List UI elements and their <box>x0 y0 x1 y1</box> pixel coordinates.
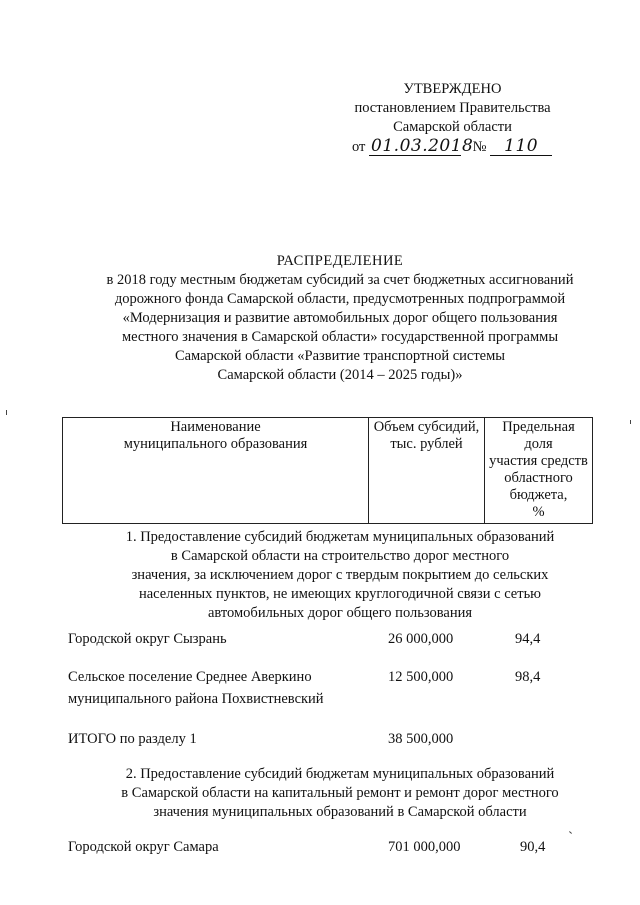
table-row-share: 98,4 <box>515 669 541 685</box>
table-row-name-line-1: Сельское поселение Среднее Аверкино <box>68 669 312 685</box>
approval-block <box>330 80 575 157</box>
table-row-share: 90,4 <box>520 839 546 855</box>
scan-speck <box>6 410 7 415</box>
column-header-name-line-2: муниципального образования <box>123 436 308 452</box>
section-1-title-line-4: населенных пунктов, не имеющих круглогодичной связи с сетью <box>138 586 542 602</box>
table-row-amount: 12 500,000 <box>388 669 454 685</box>
section-1-title-line-1: 1. Предоставление субсидий бюджетам муниципальных образований <box>125 529 555 545</box>
handwritten-date: 01.03.2018 <box>371 136 474 156</box>
approval-heading: УТВЕРЖДЕНО <box>403 81 502 97</box>
title-line-5: Самарской области «Развитие транспортной системы <box>174 348 506 364</box>
number-sign: № <box>472 139 487 155</box>
approval-line-1: постановлением Правительства <box>354 100 551 116</box>
section-1-total-label: ИТОГО по разделу 1 <box>68 731 197 747</box>
table-row-name: Городской округ Сызрань <box>68 631 227 647</box>
title-line-6: Самарской области (2014 – 2025 годы)» <box>217 367 463 383</box>
title-line-2: дорожного фонда Самарской области, предусмотренных подпрограммой <box>114 291 566 307</box>
approval-line-2: Самарской области <box>393 119 512 135</box>
table-row-name: Городской округ Самара <box>68 839 219 855</box>
section-2-title <box>60 765 620 822</box>
title-line-3: «Модернизация и развитие автомобильных дорог общего пользования <box>122 310 558 326</box>
column-header-share <box>485 418 593 524</box>
table-row-amount: 26 000,000 <box>388 631 454 647</box>
section-1-title <box>60 528 620 623</box>
document-title-block <box>60 252 620 385</box>
table-row-name <box>68 666 324 710</box>
approval-date-line <box>330 137 575 157</box>
column-header-share-line-3: участия средств <box>489 453 588 469</box>
table-row-share: 94,4 <box>515 631 541 647</box>
column-header-amount-line-1: Объем субсидий, <box>373 419 480 435</box>
document-title: РАСПРЕДЕЛЕНИЕ <box>276 253 404 269</box>
title-line-1: в 2018 году местным бюджетам субсидий за счет бюджетных ассигнований <box>106 272 574 288</box>
table-row-name-line-2: муниципального района Похвистневский <box>68 691 324 707</box>
section-1-title-line-3: значения, за исключением дорог с твердым покрытием до сельских <box>131 567 549 583</box>
column-header-share-line-2: доля <box>524 436 553 452</box>
table-row-amount: 701 000,000 <box>388 839 461 855</box>
section-2-title-line-2: в Самарской области на капитальный ремонт и ремонт дорог местного <box>121 785 559 801</box>
section-1-total-amount: 38 500,000 <box>388 731 454 747</box>
section-2-title-line-3: значения муниципальных образований в Самарской области <box>153 804 527 820</box>
section-1-title-line-2: в Самарской области на строительство дорог местного <box>170 548 510 564</box>
column-header-share-line-1: Предельная <box>502 419 575 435</box>
column-header-amount-line-2: тыс. рублей <box>390 436 463 452</box>
handwritten-number: 110 <box>490 137 552 156</box>
column-header-amount <box>369 418 485 524</box>
column-header-name-line-1: Наименование <box>170 419 261 435</box>
scan-speck <box>630 420 631 424</box>
column-header-share-line-5: бюджета, <box>509 487 568 503</box>
date-prefix: от <box>352 139 366 155</box>
column-header-share-line-6: % <box>532 504 545 520</box>
title-line-4: местного значения в Самарской области» государственной программы <box>121 329 559 345</box>
column-header-share-line-4: областного <box>504 470 573 486</box>
section-1-title-line-5: автомобильных дорог общего пользования <box>207 605 473 621</box>
scan-speck <box>569 831 572 834</box>
section-2-title-line-1: 2. Предоставление субсидий бюджетам муниципальных образований <box>125 766 555 782</box>
table-header <box>62 417 593 524</box>
column-header-name <box>63 418 369 524</box>
